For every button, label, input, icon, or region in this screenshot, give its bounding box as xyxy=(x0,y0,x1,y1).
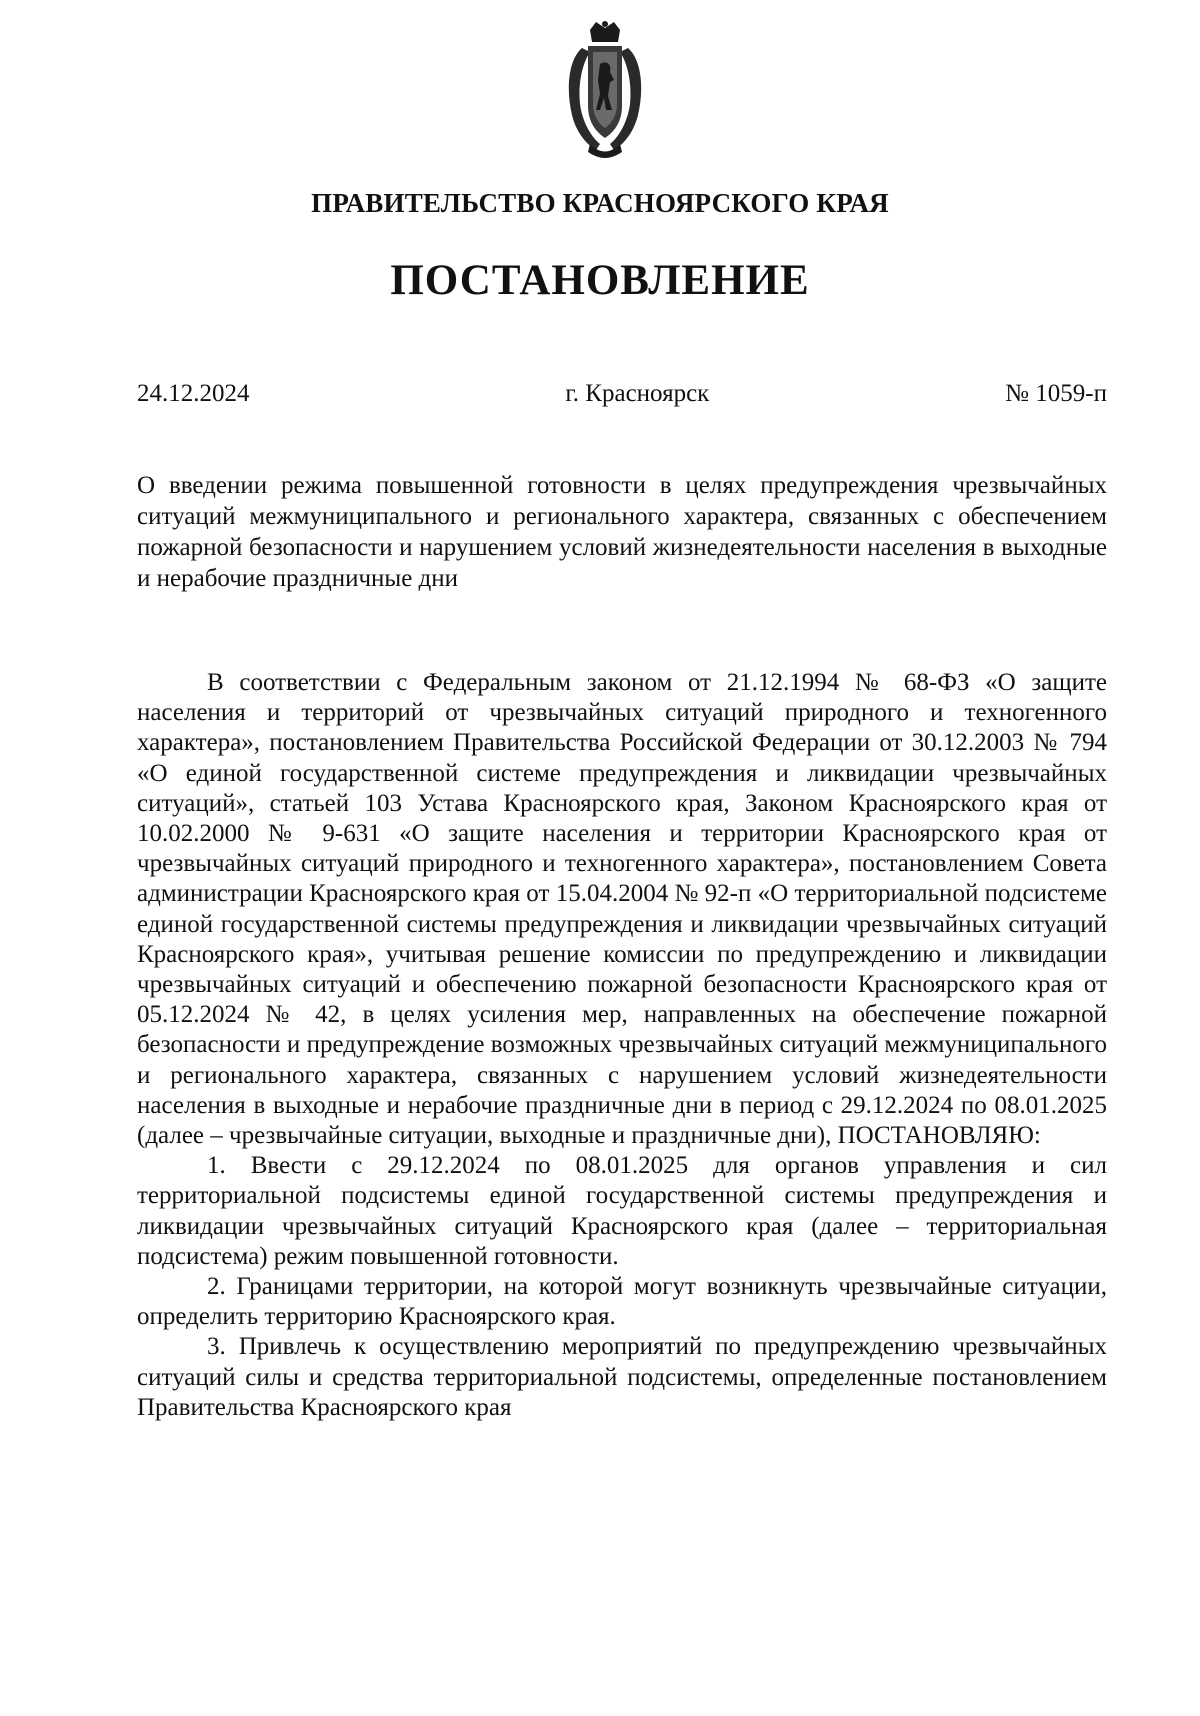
government-name: ПРАВИТЕЛЬСТВО КРАСНОЯРСКОГО КРАЯ xyxy=(311,188,889,218)
paragraph-preamble: В соответствии с Федеральным законом от 21.12.1994 № 68-ФЗ «О защите населения и территорий от чрезвычайных ситуаций природного и техногенного характера», постановлением Правительства Российской Федерации от 30.12.2003 № 794 «О единой государственной системе предупреждения и ликвидации чрезвычайных ситуаций», статьей 103 Устава Красноярского края, Законом Красноярского края от 10.02.2000 № 9-631 «О защите населения и территории Красноярского края от чрезвычайных ситуаций природного и техногенного характера», постановлением Совета администрации Красноярского края от 15.04.2004 № 92-п «О территориальной подсистеме единой государственной системы предупреждения и ликвидации чрезвычайных ситуаций Красноярского края», учитывая решение комиссии по предупреждению и ликвидации чрезвычайных ситуаций и обеспечению пожарной безопасности Красноярского края от 05.12.2024 № 42, в целях усиления мер, направленных на обеспечение пожарной безопасности и предупреждение возможных чрезвычайных ситуаций межмуниципального и регионального характера, связанных с нарушением условий жизнедеятельности населения в выходные и нерабочие праздничные дни в период с 29.12.2024 по 08.01.2025 (далее – чрезвычайные ситуации, выходные и праздничные дни), ПОСТАНОВЛЯЮ: xyxy=(137,669,1107,1150)
document-body xyxy=(137,668,1107,1423)
document-number: № 1059-п xyxy=(1005,380,1107,407)
document-meta xyxy=(137,380,1107,408)
coat-of-arms-icon xyxy=(560,20,650,160)
paragraph-item-1: 1. Ввести с 29.12.2024 по 08.01.2025 для органов управления и сил территориальной подсистемы единой государственной системы предупреждения и ликвидации чрезвычайных ситуаций Красноярского края (далее – территориальная подсистема) режим повышенной готовности. xyxy=(137,1152,1107,1270)
paragraph-item-2: 2. Границами территории, на которой могут возникнуть чрезвычайные ситуации, определить территорию Красноярского края. xyxy=(137,1273,1107,1331)
document-date: 24.12.2024 xyxy=(137,380,250,407)
document-type: ПОСТАНОВЛЕНИЕ xyxy=(390,257,810,304)
document-city: г. Красноярск xyxy=(565,380,710,407)
paragraph-item-3: 3. Привлечь к осуществлению мероприятий по предупреждению чрезвычайных ситуаций силы и средства территориальной подсистемы, определенные постановлением Правительства Красноярского края xyxy=(137,1333,1107,1421)
document-title: О введении режима повышенной готовности в целях предупреждения чрезвычайных ситуаций межмуниципального и регионального характера, связанных с обеспечением пожарной безопасности и нарушением условий жизнедеятельности населения в выходные и нерабочие праздничные дни xyxy=(137,472,1107,592)
